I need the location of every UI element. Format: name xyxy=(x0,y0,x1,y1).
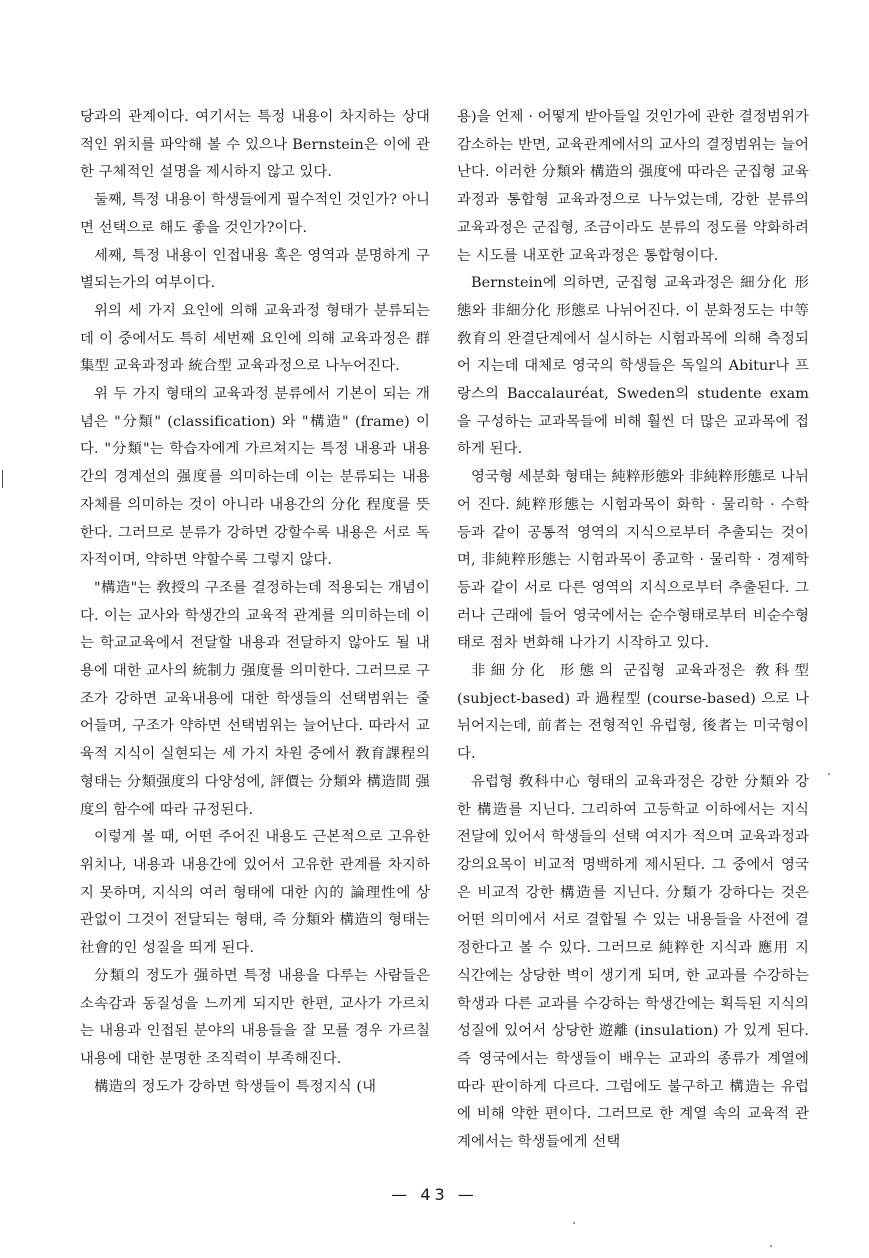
paragraph: 유럽형 敎科中心 형태의 교육과정은 강한 分類와 강한 構造를 지닌다. 그리하여 고등학교 이하에서는 지식전달에 있어서 학생들의 선택 여지가 적으며 교육과정과 강의요목이 비교적 명백하게 제시된다. 그 중에서 영국은 비교적 강한 構造를 지닌다. 分類가 강하다는 것은 어떤 의미에서 서로 결합될 수 있는 내용들을 사전에 결정한다고 볼 수 있다. 그러므로 純粹한 지식과 應用 지식간에는 상당한 벽이 생기게 되며, 한 교과를 수강하는 학생과 다른 교과를 수강하는 학생간에는 획득된 지식의 성질에 있어서 상당한 遊離 (insulation) 가 있게 된다. 즉 영국에서는 학생들이 배우는 교과의 종류가 계열에 따라 판이하게 다르다. 그럼에도 불구하고 構造는 유럽에 비해 약한 편이다. 그러므로 한 계열 속의 교육적 관계에서는 학생들에게 선택 xyxy=(457,773,809,1151)
paragraph: 構造의 정도가 강하면 학생들이 특정지식 (내 xyxy=(94,1078,377,1095)
paragraph: 세째, 특정 내용이 인접내용 혹은 영역과 분명하게 구별되는가의 여부이다. xyxy=(80,247,430,292)
scan-speck xyxy=(573,1222,575,1224)
right-text-column xyxy=(457,104,809,1157)
paragraph: 非細分化 形態의 군집형 교육과정은 敎科型 (subject-based) 과 過程型 (course-based) 으로 나뉘어지는데, 前者는 전형적인 유럽형, 後者는 미국형이다. xyxy=(457,663,809,763)
paragraph: 위의 세 가지 요인에 의해 교육과정 형태가 분류되는데 이 중에서도 특히 세번째 요인에 의해 교육과정은 群集型 교육과정과 統合型 교육과정으로 나누어진다. xyxy=(80,302,430,375)
paragraph: 둘째, 특정 내용이 학생들에게 필수적인 것인가? 아니면 선택으로 해도 좋을 것인가?이다. xyxy=(80,192,430,236)
margin-mark xyxy=(2,470,3,488)
paragraph: Bernstein에 의하면, 군집형 교육과정은 細分化 形態와 非細分化 形態로 나뉘어진다. 이 분화정도는 中等敎育의 완결단계에서 실시하는 시험과목에 의해 측정되어 지는데 대체로 영국의 학생들은 독일의 Abitur나 프랑스의 Baccalauréat, Sweden의 studente exam을 구성하는 교과목들에 비해 훨씬 더 많은 교과목에 접하게 된다. xyxy=(457,275,809,458)
paragraph: 이렇게 볼 때, 어떤 주어진 내용도 근본적으로 고유한 위치나, 내용과 내용간에 있어서 고유한 관계를 차지하지 못하며, 지식의 여러 형태에 대한 內的 論理性에 상관없이 그것이 전달되는 형태, 즉 分類와 構造의 형태는 社會的인 성질을 띄게 된다. xyxy=(80,829,430,957)
scan-speck xyxy=(828,773,830,775)
left-text-column xyxy=(80,104,430,1101)
paragraph: "構造"는 敎授의 구조를 결정하는데 적용되는 개념이다. 이는 교사와 학생간의 교육적 관계를 의미하는데 이는 학교교육에서 전달할 내용과 전달하지 않아도 될 내용에 대한 교사의 統制力 强度를 의미한다. 그러므로 구조가 강하면 교육내용에 대한 학생들의 선택범위는 줄어들며, 구조가 약하면 선택범위는 늘어난다. 따라서 교육적 지식이 실현되는 세 가지 차원 중에서 敎育課程의 형태는 分類强度의 다양성에, 評價는 分類와 構造間 强度의 함수에 따라 규정된다. xyxy=(80,579,430,818)
scan-speck xyxy=(770,1245,772,1247)
paragraph: 分類의 정도가 强하면 특정 내용을 다루는 사람들은 소속감과 동질성을 느끼게 되지만 한편, 교사가 가르치는 내용과 인접된 분야의 내용들을 잘 모를 경우 가르칠 내용에 대한 분명한 조직력이 부족해진다. xyxy=(80,967,430,1067)
page-number: — 43 — xyxy=(391,1185,478,1204)
paragraph: 위 두 가지 형태의 교육과정 분류에서 기본이 되는 개념은 "分類" (classification) 와 "構造" (frame) 이다. "分類"는 학습자에게 가르쳐지는 특정 내용과 내용간의 경계선의 强度를 의미하는데 이는 분류되는 내용자체를 의미하는 것이 아니라 내용간의 分化 程度를 뜻한다. 그러므로 분류가 강하면 강할수록 내용은 서로 독자적이며, 약하면 약할수록 그렇지 않다. xyxy=(80,386,430,569)
paragraph: 용)을 언제 · 어떻게 받아들일 것인가에 관한 결정범위가 감소하는 반면, 교육관계에서의 교사의 결정범위는 늘어난다. 이러한 分類와 構造의 强度에 따라은 군집형 교육과정과 통합형 교육과정으로 나누었는데, 강한 분류의 교육과정은 군집형, 조금이라도 분류의 정도를 약화하려는 시도를 내포한 교육과정은 통합형이다. xyxy=(457,109,809,264)
paragraph: 당과의 관계이다. 여기서는 특정 내용이 차지하는 상대적인 위치를 파악해 볼 수 있으나 Bernstein은 이에 관한 구체적인 설명을 제시하지 않고 있다. xyxy=(80,109,430,181)
paragraph: 영국형 세분화 형태는 純粹形態와 非純粹形態로 나뉘어 진다. 純粹形態는 시험과목이 화학 · 물리학 · 수학 등과 같이 공통적 영역의 지식으로부터 추출되는 것이며, 非純粹形態는 시험과목이 종교학 · 물리학 · 경제학 등과 같이 서로 다른 영역의 지식으로부터 추출된다. 그러나 근래에 들어 영국에서는 순수형태로부터 비순수형태로 점차 변화해 나가기 시작하고 있다. xyxy=(457,469,809,652)
